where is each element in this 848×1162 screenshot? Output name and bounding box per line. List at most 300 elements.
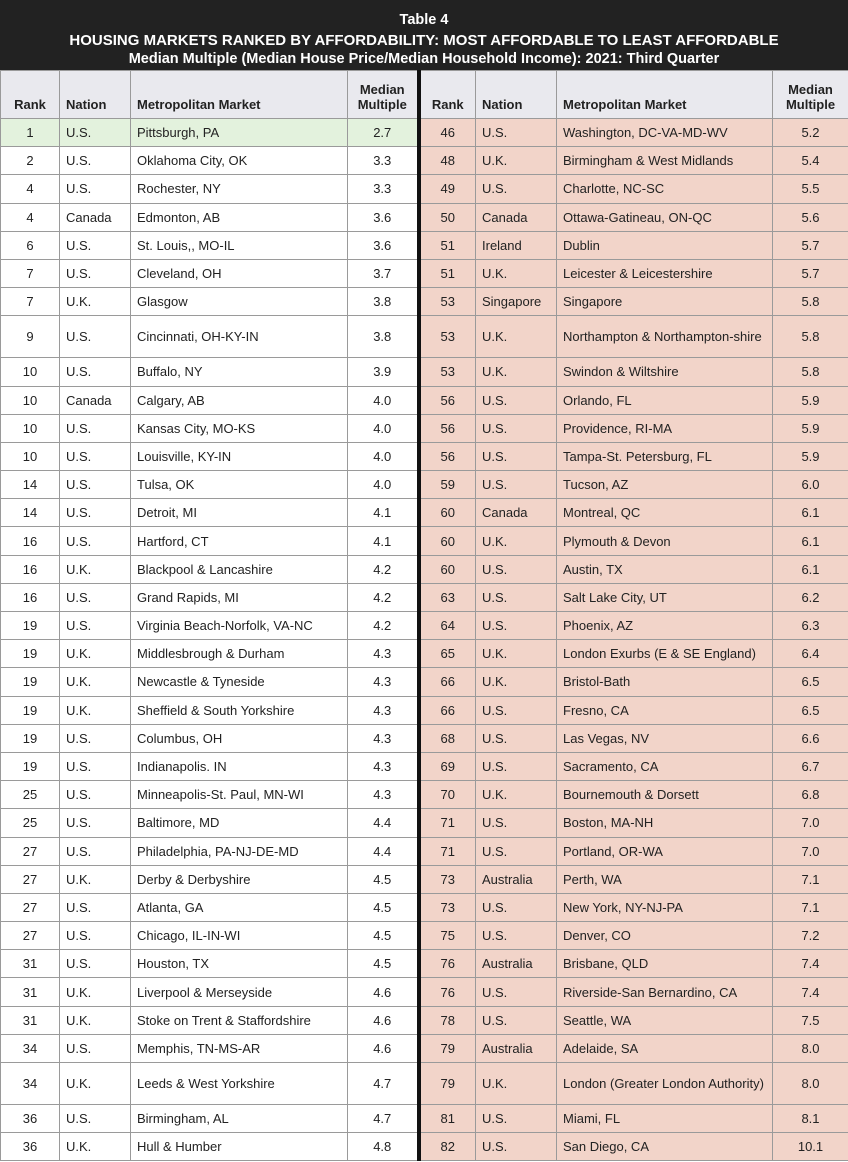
left-multiple-cell: 4.3 — [348, 752, 419, 780]
left-nation-cell: U.S. — [60, 499, 131, 527]
right-multiple-cell: 5.8 — [773, 358, 848, 386]
left-market-cell: Cincinnati, OH-KY-IN — [131, 316, 348, 358]
left-nation-cell: U.K. — [60, 1006, 131, 1034]
right-rank-cell: 50 — [419, 203, 476, 231]
right-multiple-cell: 6.1 — [773, 499, 848, 527]
left-market-cell: Philadelphia, PA-NJ-DE-MD — [131, 837, 348, 865]
left-nation-cell: Canada — [60, 203, 131, 231]
right-rank-cell: 73 — [419, 893, 476, 921]
left-nation-cell: U.S. — [60, 119, 131, 147]
table-row — [1, 1034, 848, 1062]
right-rank-cell: 76 — [419, 978, 476, 1006]
left-multiple-cell: 4.4 — [348, 809, 419, 837]
left-rank-cell: 7 — [1, 259, 60, 287]
left-nation-cell: U.K. — [60, 668, 131, 696]
left-rank-cell: 25 — [1, 809, 60, 837]
right-market-cell: Austin, TX — [557, 555, 773, 583]
right-market-cell: Swindon & Wiltshire — [557, 358, 773, 386]
right-market-cell: Seattle, WA — [557, 1006, 773, 1034]
table-row — [1, 612, 848, 640]
right-market-cell: Boston, MA-NH — [557, 809, 773, 837]
right-multiple-cell: 7.5 — [773, 1006, 848, 1034]
left-multiple-cell: 4.2 — [348, 555, 419, 583]
left-market-cell: Middlesbrough & Durham — [131, 640, 348, 668]
right-rank-cell: 65 — [419, 640, 476, 668]
left-nation-cell: U.S. — [60, 231, 131, 259]
header-row — [1, 71, 848, 119]
right-market-cell: Denver, CO — [557, 922, 773, 950]
left-nation-cell: U.S. — [60, 259, 131, 287]
left-nation-cell: Canada — [60, 386, 131, 414]
left-rank-cell: 19 — [1, 696, 60, 724]
left-market-cell: Pittsburgh, PA — [131, 119, 348, 147]
left-multiple-cell: 4.8 — [348, 1133, 419, 1161]
left-nation-cell: U.S. — [60, 893, 131, 921]
right-multiple-cell: 7.1 — [773, 865, 848, 893]
left-multiple-cell: 4.1 — [348, 499, 419, 527]
left-market-cell: Baltimore, MD — [131, 809, 348, 837]
left-nation-cell: U.S. — [60, 414, 131, 442]
right-rank-cell: 48 — [419, 147, 476, 175]
right-multiple-cell: 6.5 — [773, 668, 848, 696]
left-rank-cell: 36 — [1, 1105, 60, 1133]
right-rank-cell: 69 — [419, 752, 476, 780]
left-nation-cell: U.S. — [60, 781, 131, 809]
right-nation-cell: U.K. — [476, 259, 557, 287]
left-rank-cell: 16 — [1, 555, 60, 583]
right-nation-cell: Australia — [476, 865, 557, 893]
left-multiple-cell: 3.3 — [348, 175, 419, 203]
left-nation-cell: U.K. — [60, 865, 131, 893]
right-market-cell: Leicester & Leicestershire — [557, 259, 773, 287]
right-rank-cell: 81 — [419, 1105, 476, 1133]
right-market-cell: Fresno, CA — [557, 696, 773, 724]
table-row — [1, 499, 848, 527]
left-market-cell: Tulsa, OK — [131, 471, 348, 499]
right-nation-cell: U.S. — [476, 583, 557, 611]
right-multiple-cell: 5.4 — [773, 147, 848, 175]
right-market-cell: Riverside-San Bernardino, CA — [557, 978, 773, 1006]
right-nation-cell: U.S. — [476, 752, 557, 780]
left-rank-cell: 19 — [1, 752, 60, 780]
right-market-cell: Birmingham & West Midlands — [557, 147, 773, 175]
right-multiple-cell: 7.0 — [773, 809, 848, 837]
right-nation-cell: U.S. — [476, 809, 557, 837]
right-rank-cell: 59 — [419, 471, 476, 499]
left-rank-cell: 4 — [1, 203, 60, 231]
right-market-cell: Phoenix, AZ — [557, 612, 773, 640]
table-row — [1, 724, 848, 752]
right-rank-cell: 79 — [419, 1063, 476, 1105]
right-rank-cell: 75 — [419, 922, 476, 950]
left-rank-cell: 25 — [1, 781, 60, 809]
right-multiple-cell: 7.4 — [773, 950, 848, 978]
table-number: Table 4 — [399, 12, 449, 28]
right-multiple-cell: 10.1 — [773, 1133, 848, 1161]
left-rank-cell: 2 — [1, 147, 60, 175]
left-rank-cell: 9 — [1, 316, 60, 358]
right-nation-cell: U.K. — [476, 358, 557, 386]
left-multiple-cell: 4.7 — [348, 1105, 419, 1133]
left-rank-cell: 14 — [1, 471, 60, 499]
left-multiple-cell: 4.0 — [348, 442, 419, 470]
left-multiple-cell: 4.3 — [348, 668, 419, 696]
right-rank-cell: 76 — [419, 950, 476, 978]
right-market-cell: Miami, FL — [557, 1105, 773, 1133]
table-row — [1, 358, 848, 386]
right-market-cell: Montreal, QC — [557, 499, 773, 527]
left-nation-cell: U.S. — [60, 724, 131, 752]
right-rank-cell: 60 — [419, 527, 476, 555]
right-nation-cell: U.S. — [476, 696, 557, 724]
left-market-cell: Edmonton, AB — [131, 203, 348, 231]
table-row — [1, 1006, 848, 1034]
right-rank-cell: 82 — [419, 1133, 476, 1161]
header-nation-right: Nation — [476, 71, 557, 119]
header-nation-left: Nation — [60, 71, 131, 119]
left-market-cell: Minneapolis-St. Paul, MN-WI — [131, 781, 348, 809]
table-row — [1, 555, 848, 583]
left-rank-cell: 27 — [1, 922, 60, 950]
right-market-cell: Tucson, AZ — [557, 471, 773, 499]
left-multiple-cell: 4.7 — [348, 1063, 419, 1105]
right-nation-cell: U.S. — [476, 978, 557, 1006]
table-row — [1, 1105, 848, 1133]
right-nation-cell: U.S. — [476, 837, 557, 865]
right-multiple-cell: 5.8 — [773, 316, 848, 358]
left-market-cell: Atlanta, GA — [131, 893, 348, 921]
right-multiple-cell: 7.1 — [773, 893, 848, 921]
right-rank-cell: 64 — [419, 612, 476, 640]
table-row — [1, 175, 848, 203]
right-multiple-cell: 6.3 — [773, 612, 848, 640]
table-row — [1, 527, 848, 555]
left-market-cell: Grand Rapids, MI — [131, 583, 348, 611]
right-multiple-cell: 6.2 — [773, 583, 848, 611]
right-rank-cell: 53 — [419, 288, 476, 316]
left-nation-cell: U.S. — [60, 1105, 131, 1133]
header-multiple-line1: Median — [359, 82, 405, 97]
right-rank-cell: 56 — [419, 386, 476, 414]
header-market-left: Metropolitan Market — [131, 71, 348, 119]
right-nation-cell: U.S. — [476, 1006, 557, 1034]
left-multiple-cell: 4.0 — [348, 414, 419, 442]
right-market-cell: Adelaide, SA — [557, 1034, 773, 1062]
table-row — [1, 893, 848, 921]
right-nation-cell: U.K. — [476, 527, 557, 555]
right-rank-cell: 71 — [419, 837, 476, 865]
right-rank-cell: 79 — [419, 1034, 476, 1062]
right-market-cell: Sacramento, CA — [557, 752, 773, 780]
left-rank-cell: 1 — [1, 119, 60, 147]
right-multiple-cell: 5.8 — [773, 288, 848, 316]
right-rank-cell: 53 — [419, 358, 476, 386]
table-row — [1, 119, 848, 147]
left-rank-cell: 4 — [1, 175, 60, 203]
right-multiple-cell: 6.0 — [773, 471, 848, 499]
left-multiple-cell: 4.5 — [348, 922, 419, 950]
right-market-cell: Brisbane, QLD — [557, 950, 773, 978]
left-rank-cell: 10 — [1, 386, 60, 414]
right-nation-cell: U.S. — [476, 442, 557, 470]
table-row — [1, 668, 848, 696]
left-nation-cell: U.K. — [60, 288, 131, 316]
right-market-cell: Tampa-St. Petersburg, FL — [557, 442, 773, 470]
left-market-cell: Newcastle & Tyneside — [131, 668, 348, 696]
left-nation-cell: U.S. — [60, 527, 131, 555]
header-multiple-line1: Median — [788, 82, 833, 97]
left-multiple-cell: 4.0 — [348, 471, 419, 499]
right-nation-cell: U.S. — [476, 175, 557, 203]
table-row — [1, 147, 848, 175]
left-market-cell: Blackpool & Lancashire — [131, 555, 348, 583]
right-rank-cell: 60 — [419, 499, 476, 527]
right-rank-cell: 78 — [419, 1006, 476, 1034]
left-market-cell: Indianapolis. IN — [131, 752, 348, 780]
left-nation-cell: U.S. — [60, 358, 131, 386]
left-rank-cell: 27 — [1, 837, 60, 865]
table-row — [1, 640, 848, 668]
left-multiple-cell: 4.2 — [348, 612, 419, 640]
table-row — [1, 316, 848, 358]
header-multiple-line2: Multiple — [357, 97, 407, 112]
left-rank-cell: 19 — [1, 640, 60, 668]
left-multiple-cell: 3.6 — [348, 231, 419, 259]
right-multiple-cell: 6.4 — [773, 640, 848, 668]
left-rank-cell: 34 — [1, 1063, 60, 1105]
left-rank-cell: 10 — [1, 442, 60, 470]
right-multiple-cell: 7.2 — [773, 922, 848, 950]
right-market-cell: Charlotte, NC-SC — [557, 175, 773, 203]
right-market-cell: Ottawa-Gatineau, ON-QC — [557, 203, 773, 231]
header-rank-left: Rank — [1, 71, 60, 119]
right-nation-cell: U.S. — [476, 119, 557, 147]
right-multiple-cell: 7.4 — [773, 978, 848, 1006]
left-multiple-cell: 4.6 — [348, 1006, 419, 1034]
left-multiple-cell: 3.3 — [348, 147, 419, 175]
left-market-cell: Memphis, TN-MS-AR — [131, 1034, 348, 1062]
left-nation-cell: U.S. — [60, 950, 131, 978]
left-nation-cell: U.S. — [60, 147, 131, 175]
right-multiple-cell: 6.1 — [773, 555, 848, 583]
right-rank-cell: 66 — [419, 668, 476, 696]
right-nation-cell: U.S. — [476, 1133, 557, 1161]
left-nation-cell: U.S. — [60, 922, 131, 950]
table-row — [1, 1133, 848, 1161]
left-rank-cell: 36 — [1, 1133, 60, 1161]
left-market-cell: Calgary, AB — [131, 386, 348, 414]
left-market-cell: Sheffield & South Yorkshire — [131, 696, 348, 724]
right-multiple-cell: 5.7 — [773, 231, 848, 259]
left-market-cell: Rochester, NY — [131, 175, 348, 203]
right-nation-cell: U.S. — [476, 612, 557, 640]
left-multiple-cell: 4.3 — [348, 781, 419, 809]
right-rank-cell: 49 — [419, 175, 476, 203]
right-market-cell: London Exurbs (E & SE England) — [557, 640, 773, 668]
right-nation-cell: U.K. — [476, 316, 557, 358]
left-rank-cell: 7 — [1, 288, 60, 316]
left-rank-cell: 27 — [1, 865, 60, 893]
right-multiple-cell: 5.9 — [773, 442, 848, 470]
header-market-right: Metropolitan Market — [557, 71, 773, 119]
table-row — [1, 583, 848, 611]
left-multiple-cell: 4.0 — [348, 386, 419, 414]
left-multiple-cell: 4.3 — [348, 724, 419, 752]
left-rank-cell: 31 — [1, 978, 60, 1006]
right-nation-cell: Ireland — [476, 231, 557, 259]
right-nation-cell: U.K. — [476, 640, 557, 668]
right-rank-cell: 46 — [419, 119, 476, 147]
left-market-cell: Columbus, OH — [131, 724, 348, 752]
right-market-cell: New York, NY-NJ-PA — [557, 893, 773, 921]
left-multiple-cell: 4.3 — [348, 696, 419, 724]
table-row — [1, 414, 848, 442]
right-rank-cell: 63 — [419, 583, 476, 611]
left-rank-cell: 16 — [1, 583, 60, 611]
right-market-cell: Bristol-Bath — [557, 668, 773, 696]
left-market-cell: Derby & Derbyshire — [131, 865, 348, 893]
left-multiple-cell: 4.2 — [348, 583, 419, 611]
right-rank-cell: 73 — [419, 865, 476, 893]
right-market-cell: Las Vegas, NV — [557, 724, 773, 752]
left-rank-cell: 31 — [1, 1006, 60, 1034]
right-market-cell: Salt Lake City, UT — [557, 583, 773, 611]
right-multiple-cell: 5.9 — [773, 386, 848, 414]
right-rank-cell: 71 — [419, 809, 476, 837]
left-market-cell: Hull & Humber — [131, 1133, 348, 1161]
right-market-cell: Providence, RI-MA — [557, 414, 773, 442]
right-multiple-cell: 5.7 — [773, 259, 848, 287]
left-nation-cell: U.S. — [60, 1034, 131, 1062]
left-rank-cell: 19 — [1, 668, 60, 696]
left-nation-cell: U.S. — [60, 612, 131, 640]
right-multiple-cell: 5.2 — [773, 119, 848, 147]
right-multiple-cell: 5.9 — [773, 414, 848, 442]
right-market-cell: Portland, OR-WA — [557, 837, 773, 865]
left-market-cell: Buffalo, NY — [131, 358, 348, 386]
table-row — [1, 231, 848, 259]
left-nation-cell: U.S. — [60, 752, 131, 780]
table-row — [1, 809, 848, 837]
right-multiple-cell: 5.5 — [773, 175, 848, 203]
left-nation-cell: U.K. — [60, 640, 131, 668]
left-nation-cell: U.K. — [60, 555, 131, 583]
right-nation-cell: U.K. — [476, 781, 557, 809]
table-row — [1, 922, 848, 950]
right-market-cell: Northampton & Northampton-shire — [557, 316, 773, 358]
right-nation-cell: Australia — [476, 1034, 557, 1062]
right-nation-cell: U.S. — [476, 555, 557, 583]
left-market-cell: Leeds & West Yorkshire — [131, 1063, 348, 1105]
right-multiple-cell: 8.0 — [773, 1063, 848, 1105]
left-market-cell: Houston, TX — [131, 950, 348, 978]
right-nation-cell: U.S. — [476, 1105, 557, 1133]
left-multiple-cell: 3.6 — [348, 203, 419, 231]
left-multiple-cell: 4.5 — [348, 950, 419, 978]
left-nation-cell: U.K. — [60, 1063, 131, 1105]
table-row — [1, 1063, 848, 1105]
left-nation-cell: U.K. — [60, 696, 131, 724]
left-market-cell: Birmingham, AL — [131, 1105, 348, 1133]
right-market-cell: San Diego, CA — [557, 1133, 773, 1161]
right-multiple-cell: 6.6 — [773, 724, 848, 752]
header-multiple-left — [348, 71, 419, 119]
left-multiple-cell: 3.8 — [348, 316, 419, 358]
left-multiple-cell: 4.6 — [348, 978, 419, 1006]
table-row — [1, 203, 848, 231]
left-market-cell: Hartford, CT — [131, 527, 348, 555]
right-nation-cell: U.S. — [476, 471, 557, 499]
left-multiple-cell: 4.3 — [348, 640, 419, 668]
right-nation-cell: U.S. — [476, 922, 557, 950]
left-nation-cell: U.S. — [60, 316, 131, 358]
right-rank-cell: 56 — [419, 414, 476, 442]
right-rank-cell: 68 — [419, 724, 476, 752]
left-rank-cell: 14 — [1, 499, 60, 527]
left-market-cell: Stoke on Trent & Staffordshire — [131, 1006, 348, 1034]
right-market-cell: Plymouth & Devon — [557, 527, 773, 555]
right-multiple-cell: 5.6 — [773, 203, 848, 231]
left-market-cell: St. Louis,, MO-IL — [131, 231, 348, 259]
table-row — [1, 386, 848, 414]
left-nation-cell: U.K. — [60, 978, 131, 1006]
table-heading: HOUSING MARKETS RANKED BY AFFORDABILITY: MOST AFFORDABLE TO LEAST AFFORDABLE — [69, 31, 779, 49]
left-market-cell: Chicago, IL-IN-WI — [131, 922, 348, 950]
header-rank-right: Rank — [419, 71, 476, 119]
left-rank-cell: 19 — [1, 612, 60, 640]
table-row — [1, 950, 848, 978]
right-nation-cell: Canada — [476, 499, 557, 527]
right-rank-cell: 56 — [419, 442, 476, 470]
table-subheading: Median Multiple (Median House Price/Median Household Income): 2021: Third Quarter — [128, 51, 720, 67]
left-nation-cell: U.S. — [60, 583, 131, 611]
left-nation-cell: U.S. — [60, 175, 131, 203]
table-row — [1, 696, 848, 724]
right-market-cell: Washington, DC-VA-MD-WV — [557, 119, 773, 147]
right-market-cell: Orlando, FL — [557, 386, 773, 414]
right-nation-cell: Canada — [476, 203, 557, 231]
left-market-cell: Liverpool & Merseyside — [131, 978, 348, 1006]
left-rank-cell: 19 — [1, 724, 60, 752]
table-row — [1, 781, 848, 809]
left-rank-cell: 27 — [1, 893, 60, 921]
left-rank-cell: 10 — [1, 414, 60, 442]
right-rank-cell: 51 — [419, 231, 476, 259]
left-multiple-cell: 4.5 — [348, 865, 419, 893]
table-row — [1, 752, 848, 780]
right-nation-cell: U.K. — [476, 668, 557, 696]
right-nation-cell: U.S. — [476, 893, 557, 921]
left-nation-cell: U.S. — [60, 837, 131, 865]
table-row — [1, 865, 848, 893]
left-multiple-cell: 3.7 — [348, 259, 419, 287]
table-row — [1, 442, 848, 470]
affordability-table — [0, 70, 848, 1161]
table-title — [0, 0, 848, 70]
header-multiple-line2: Multiple — [785, 97, 836, 112]
left-multiple-cell: 4.1 — [348, 527, 419, 555]
right-nation-cell: Singapore — [476, 288, 557, 316]
right-nation-cell: U.K. — [476, 1063, 557, 1105]
left-rank-cell: 6 — [1, 231, 60, 259]
table-row — [1, 978, 848, 1006]
left-rank-cell: 10 — [1, 358, 60, 386]
left-market-cell: Louisville, KY-IN — [131, 442, 348, 470]
table-row — [1, 471, 848, 499]
left-multiple-cell: 4.6 — [348, 1034, 419, 1062]
right-multiple-cell: 7.0 — [773, 837, 848, 865]
right-market-cell: Bournemouth & Dorsett — [557, 781, 773, 809]
